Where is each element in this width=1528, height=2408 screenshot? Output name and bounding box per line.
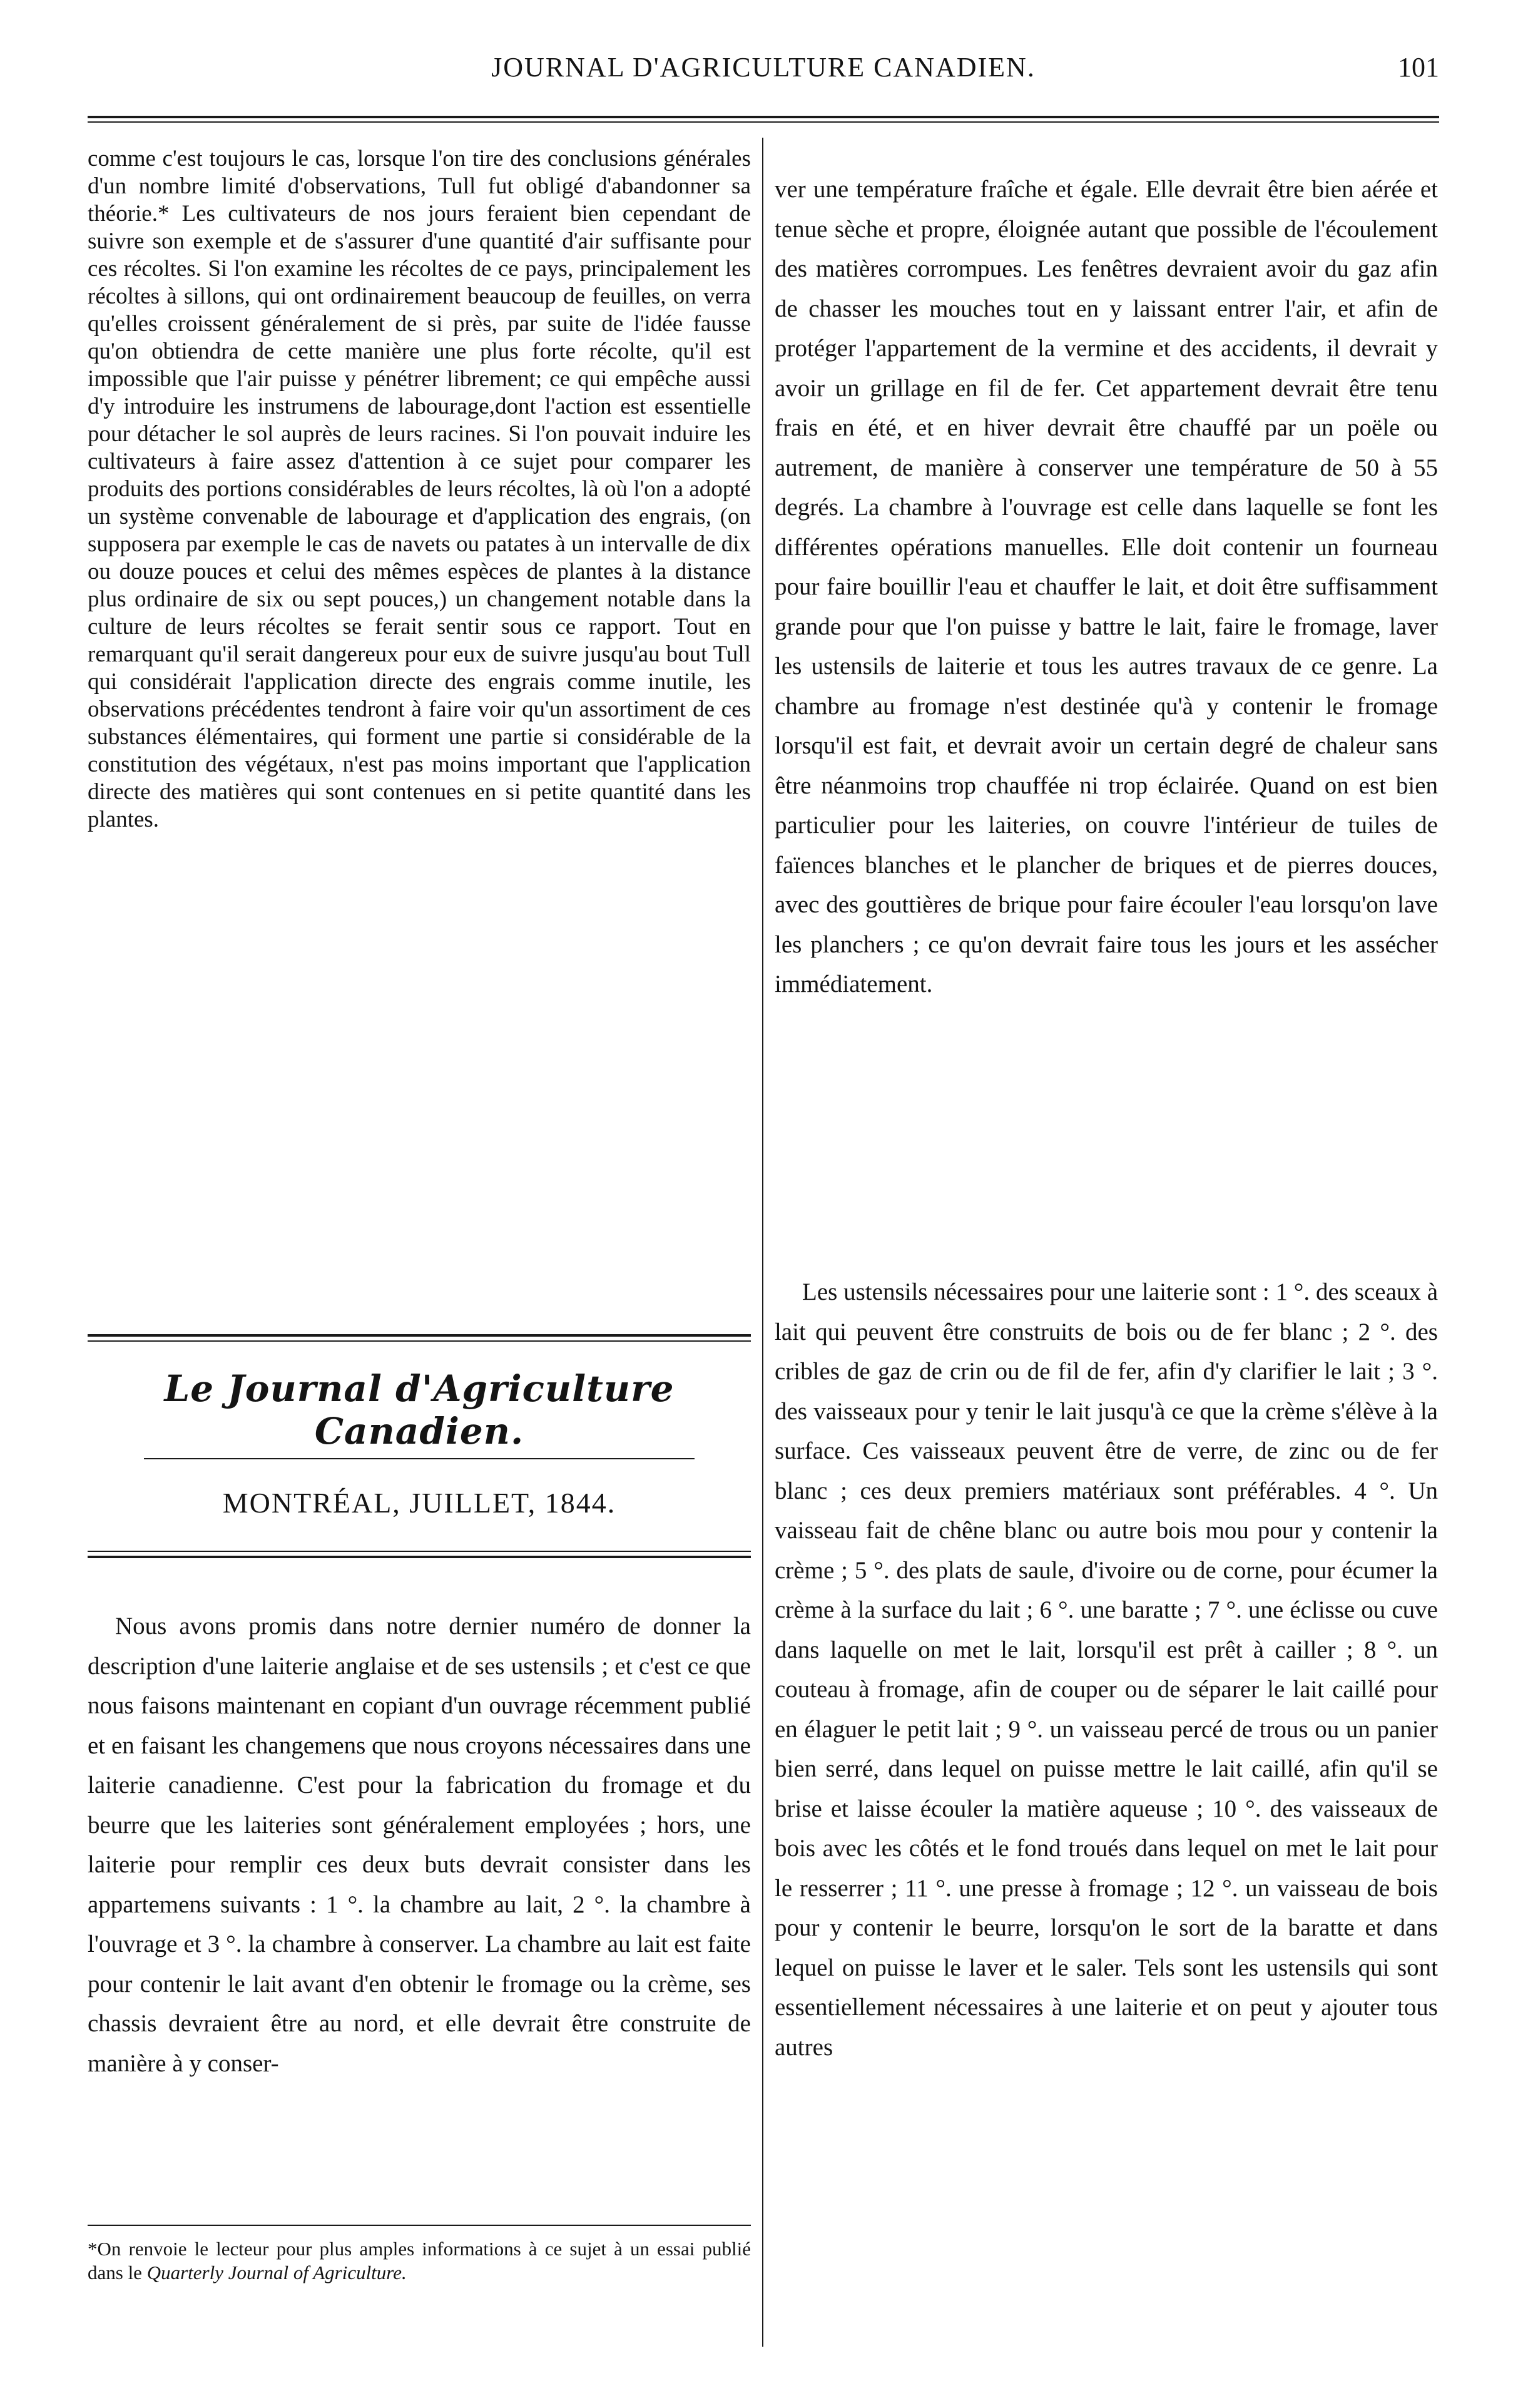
right-column-bottom [775,1248,1438,2091]
right-column-top [775,145,1438,1029]
left-paragraph-1: comme c'est toujours le cas, lorsque l'on tire des conclusions générales d'un nombre limité d'observations, Tull fut obligé d'abandonner sa théorie.* Les cultivateurs de nos jours feraient bien cependant de suivre son exemple et de s'assurer d'une quantité d'air suffisante pour ces récoltes. Si l'on examine les récoltes de ce pays, principalement les récoltes à sillons, qui ont ordinairement beaucoup de feuilles, on verra qu'elles croissent généralement de si près, par suite de l'idée fausse qu'on obtiendra de cette manière une plus forte récolte, qu'il est impossible que l'air puisse y pénétrer librement; ce qui empêche aussi d'y introduire les instrumens de labourage,dont l'action est essentielle pour détacher le sol auprès de leurs racines. Si l'on pouvait induire les cultivateurs à faire assez d'attention à ce sujet pour comparer les produits des portions considérables de leurs récoltes, là où l'on a adopté un système convenable de labourage et d'application des engrais, (on supposera par exemple le cas de navets ou patates à un intervalle de dix ou douze pouces et celui des mêmes espèces de plantes à la distance plus ordinaire de six ou sept pouces,) un changement notable dans la culture de leurs récoltes se ferait sentir sous ce rapport. Tout en remarquant qu'il serait dangereux pour eux de suivre jusqu'au bout Tull qui considérait l'application directe des engrais comme inutile, les observations précédentes tendront à faire voir qu'un assortiment de ces substances élémentaires, qui forment une partie si considérable de la constitution des végétaux, n'est pas moins important que l'application directe des matières qui sont contenues en si petite quantité dans les plantes. [88,146,751,832]
right-paragraph-1: ver une température fraîche et égale. Elle devrait être bien aérée et tenue sèche et propre, éloignée autant que possible de l'écoulement des matières corrompues. Les fenêtres devraient avoir du gaz afin de chasser les mouches tout en y laissant entrer l'air, et afin de protéger l'appartement de la vermine et des accidents, il devrait y avoir un grillage en fil de fer. Cet appartement devrait être tenu frais en été, et en hiver devrait être chauffé par un poële ou autrement, de manière à conserver une température de 50 à 55 degrés. La chambre à l'ouvrage est celle dans laquelle se font les différentes opérations manuelles. Elle doit contenir un fourneau pour faire bouillir l'eau et chauffer le lait, et doit être suffisamment grande pour que l'on puisse y battre le lait, faire le fromage, laver les ustensils de laiterie et tous les autres travaux de ce genre. La chambre au fromage n'est destinée qu'à y contenir le fromage lorsqu'il est fait, et devrait avoir un certain degré de chaleur sans être néanmoins trop chauffée ni trop éclairée. Quand on est bien particulier pour les laiteries, on couvre l'intérieur de tuiles de faïences blanches et le plancher de briques et de pierres douces, avec des gouttières de brique pour faire écouler l'eau lorsqu'on lave les planchers ; ce qu'on devrait faire tous les jours et les assécher immédiatement. [775,176,1438,997]
page-header [88,45,1439,95]
header-rule-bottom [88,121,1439,123]
column-divider [762,138,763,2347]
footnote-text: *On renvoie le lecteur pour plus amples informations à ce sujet à un essai publié dans le [88,2238,751,2283]
dateline-rule-1 [88,1551,751,1552]
masthead-rule-bottom [144,1458,695,1459]
left-paragraph-2: Nous avons promis dans notre dernier numéro de donner la description d'une laiterie anglaise et de ses ustensils ; et c'est ce que nous faisons maintenant en copiant d'un ouvrage récemment publié et en faisant les changemens que nous croyons nécessaires dans une laiterie canadienne. C'est pour la fabrication du fromage et du beurre que les laiteries sont généralement employées ; hors, une laiterie pour remplir ces deux buts devrait consister dans les appartemens suivants : 1 °. la chambre au lait, 2 °. la chambre à l'ouvrage et 3 °. la chambre à conserver. La chambre au lait est faite pour contenir le lait avant d'en obtenir le fromage ou la crème, ses chassis devraient être au nord, et elle devrait être construite de manière à y conser- [88,1613,751,2077]
dateline: MONTRÉAL, JUILLET, 1844. [222,1487,616,1519]
left-column-article [88,1582,751,2108]
masthead-rule-top-1 [88,1334,751,1337]
footnote-reference: Quarterly Journal of Agriculture. [146,2262,407,2283]
journal-masthead: Le Journal d'Agriculture Canadien. [164,1367,675,1452]
running-title: JOURNAL D'AGRICULTURE CANADIEN. [491,52,1036,83]
left-column-top [88,145,751,834]
header-rule-top [88,116,1439,118]
right-paragraph-2: Les ustensils nécessaires pour une laiterie sont : 1 °. des sceaux à lait qui peuvent être construits de bois ou de fer blanc ; 2 °. des cribles de gaz de crin ou de fil de fer, afin d'y clarifier le lait ; 3 °. des vaisseaux pour y tenir le lait jusqu'à ce que la crème s'élève à la surface. Ces vaisseaux peuvent être de verre, de zinc ou de fer blanc ; ces deux premiers matériaux sont préférables. 4 °. Un vaisseau fait de chêne blanc ou autre bois mou pour y contenir la crème ; 5 °. des plats de saule, d'ivoire ou de corne, pour écumer la crème à la surface du lait ; 6 °. une baratte ; 7 °. une éclisse ou cuve dans laquelle on met le lait, lorsqu'il est prêt à cailler ; 8 °. un couteau à fromage, afin de couper ou de séparer le lait caillé pour en élaguer le petit lait ; 9 °. un vaisseau percé de trous ou un panier bien serré, dans lequel on puisse mettre le lait caillé, afin qu'il se brise et laisse écouler la matière aqueuse ; 10 °. des vaisseaux de bois avec les côtés et le fond troués dans lequel on met le lait pour le resserrer ; 11 °. une presse à fromage ; 12 °. un vaisseau de bois pour y contenir le beurre, lorsqu'on le sort de la baratte et dans lequel on puisse le laver et le saler. Tels sont les ustensils qui sont essentiellement nécessaires à une laiterie et on peut y ajouter tous autres [775,1278,1438,2061]
footnote-rule [88,2225,751,2226]
page-number: 101 [1398,52,1439,83]
footnote [88,2237,751,2285]
dateline-rule-2 [88,1556,751,1558]
masthead-rule-top-2 [88,1340,751,1342]
